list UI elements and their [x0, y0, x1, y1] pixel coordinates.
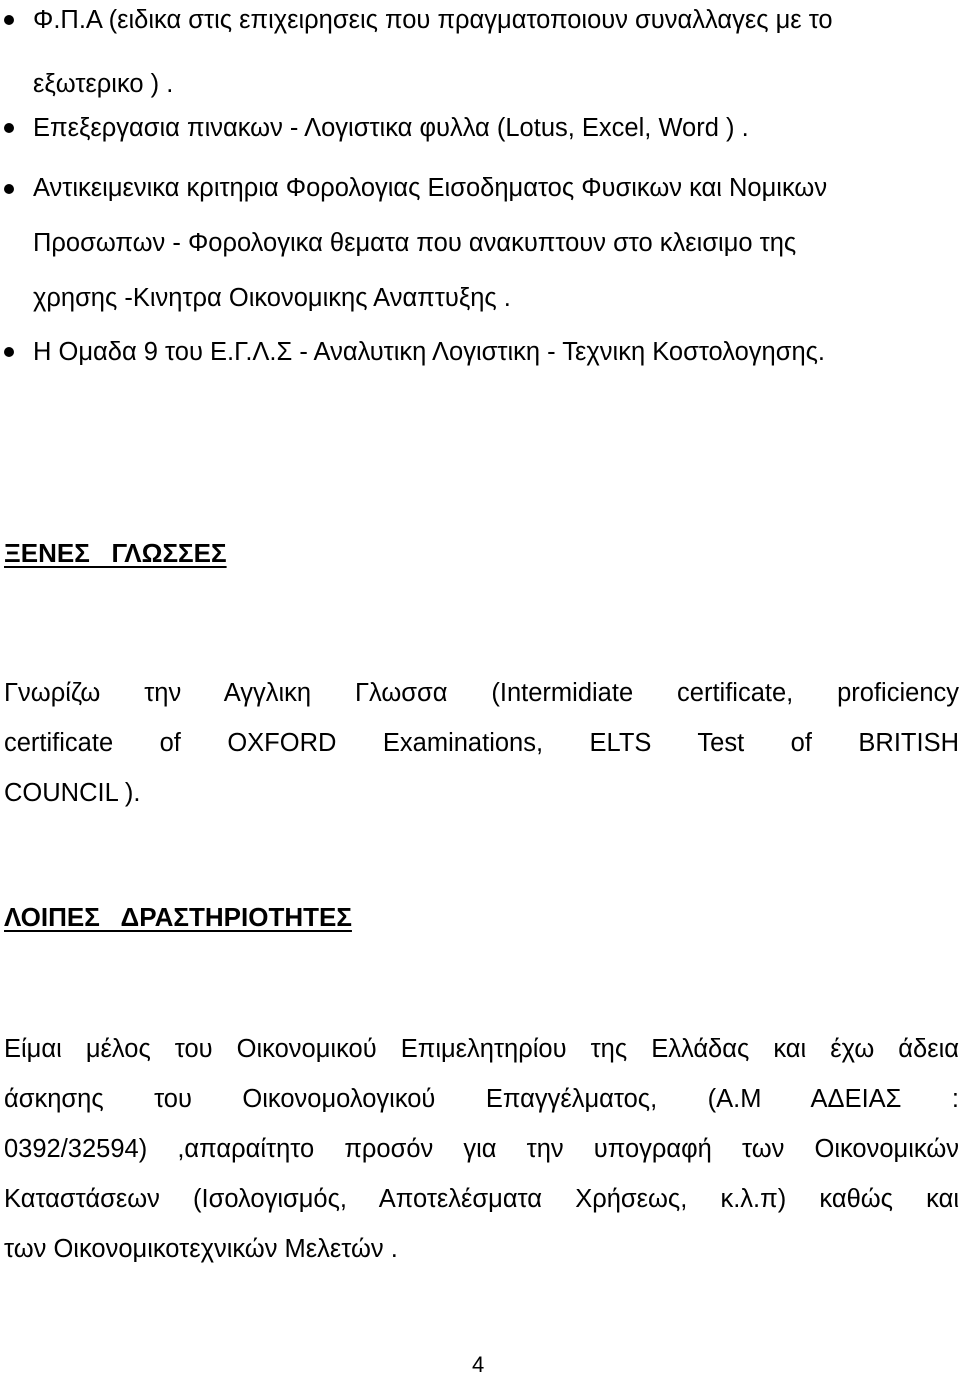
bullet-item-text: Επεξεργασια πινακων - Λογιστικα φυλλα (Lotus, Excel, Word ) . — [33, 114, 749, 142]
paragraph-line: άσκησης του Οικονομολογικού Επαγγέλματος, (Α.Μ ΑΔΕΙΑΣ : — [4, 1085, 959, 1113]
paragraph-line: Καταστάσεων (Ισολογισμός, Αποτελέσματα Χρήσεως, κ.λ.π) καθώς και — [4, 1185, 959, 1213]
bullet-item-text: Αντικειμενικα κριτηρια Φορολογιας Εισοδηματος Φυσικων και Νομικων Προσωπων - Φορολογικα θεματα που ανακυπτουν στο κλεισιμο της χρησης -Κινητρα Οικονομικης Αναπτυξης . — [33, 174, 828, 312]
paragraph-line: Είμαι μέλος του Οικονομικού Επιμελητηρίου της Ελλάδας και έχω άδεια — [4, 1035, 959, 1063]
other-activities-paragraph — [4, 1024, 959, 1274]
bullet-dot-icon — [4, 347, 14, 357]
bullet-item-text: Φ.Π.Α (ειδικα στις επιχειρησεις που πραγματοποιουν συναλλαγες με το εξωτερικο ) . — [33, 6, 833, 98]
paragraph-line: Γνωρίζω την Αγγλικη Γλωσσα (Intermidiate certificate, proficiency — [4, 679, 959, 707]
page-number: 4 — [472, 1352, 485, 1377]
bullet-item-text: Η Ομαδα 9 του Ε.Γ.Λ.Σ - Αναλυτικη Λογιστικη - Τεχνικη Κοστολογησης. — [33, 338, 826, 366]
bullet-dot-icon — [4, 15, 14, 25]
other-activities-heading: ΛΟΙΠΕΣ ΔΡΑΣΤΗΡΙΟΤΗΤΕΣ — [4, 902, 352, 932]
paragraph-line: certificate of OXFORD Examinations, ELTS Test of BRITISH — [4, 729, 959, 757]
foreign-languages-paragraph — [4, 668, 959, 818]
paragraph-line: των Οικονομικοτεχνικών Μελετών . — [4, 1235, 398, 1263]
bullet-dot-icon — [4, 184, 14, 194]
paragraph-line: COUNCIL ). — [4, 779, 141, 807]
foreign-languages-heading: ΞΕΝΕΣ ΓΛΩΣΣΕΣ — [4, 538, 227, 568]
paragraph-line: 0392/32594) ,απαραίτητο προσόν για την υπογραφή των Οικονομικών — [4, 1135, 959, 1163]
bullet-dot-icon — [4, 123, 14, 133]
